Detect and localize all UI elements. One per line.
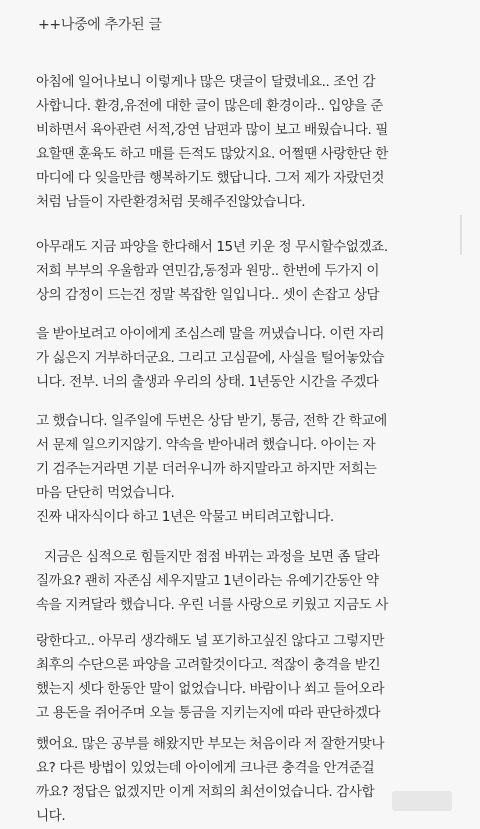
text-line: 랑한다고.. 아무리 생각해도 널 포기하고싶진 않다고 그렇지만 bbox=[36, 633, 385, 649]
paragraph-5 bbox=[36, 545, 464, 617]
text-line: 마음 단단히 먹었습니다. bbox=[36, 485, 175, 501]
text-line: 질까요? 괜히 자존심 세우지말고 1년이라는 유예기간동안 약 bbox=[36, 573, 379, 589]
text-line: 요할땐 훈육도 하고 매를 든적도 많았지요. 어쩔땐 사랑한단 한 bbox=[36, 146, 388, 162]
scroll-edge bbox=[460, 215, 462, 255]
text-line: 아무래도 지금 파양을 한다해서 15년 키운 정 무시할수없겠죠. bbox=[36, 239, 388, 255]
text-line: 최후의 수단으론 파양을 고려할것이다고. 적잖이 충격을 받긴 bbox=[36, 657, 381, 673]
text-line: 을 받아보려고 아이에게 조심스레 말을 꺼냈습니다. 이런 자리 bbox=[36, 326, 385, 342]
paragraph-4 bbox=[36, 409, 464, 529]
text-line: 비하면서 육아관련 서적,강연 남편과 많이 보고 배웠습니다. 필 bbox=[36, 122, 388, 138]
post-header: ++나중에 추가된 글 bbox=[38, 17, 162, 33]
text-line: 사합니다. 환경,유전에 대한 글이 많은데 환경이라.. 입양을 준 bbox=[36, 98, 383, 114]
text-line: 지금은 심적으로 힘들지만 점점 바뀌는 과정을 보면 좀 달라 bbox=[44, 549, 380, 565]
text-line: 니다. bbox=[36, 808, 66, 824]
text-line: 속을 지켜달라 했습니다. 우린 너를 사랑으로 키웠고 지금도 사 bbox=[36, 597, 388, 613]
text-line: 까요? 정답은 없겠지만 이게 저희의 최선이었습니다. 감사합 bbox=[36, 784, 375, 800]
text-line: 서 문제 일으키지않기. 약속을 받아내려 했습니다. 아이는 자 bbox=[36, 437, 376, 453]
text-line: 했어요. 많은 공부를 해왔지만 부모는 처음이라 저 잘한거맞나 bbox=[36, 736, 385, 752]
text-line: 마디에 다 잊을만큼 행복하기도 했답니다. 그저 제가 자랐던것 bbox=[36, 170, 385, 186]
text-line: 처럼 남들이 자란환경처럼 못해주진않았습니다. bbox=[36, 194, 306, 210]
text-line: 고 용돈을 쥐어주며 오늘 통금을 지키는지에 따라 판단하겠다 bbox=[36, 705, 381, 721]
text-line: 가 싫은지 거부하더군요. 그리고 고심끝에, 사실을 털어놓았습 bbox=[36, 350, 385, 366]
text-line: 기 검주는거라면 기분 더러우니까 하지말라고 하지만 저희는 bbox=[36, 461, 377, 477]
paragraph-7 bbox=[36, 732, 464, 828]
paragraph-1 bbox=[36, 70, 464, 214]
text-line: 진짜 내자식이다 하고 1년은 악물고 버티려고합니다. bbox=[36, 509, 334, 525]
text-line: 아침에 일어나보니 이렇게나 많은 댓글이 달렸네요.. 조언 감 bbox=[36, 74, 376, 90]
paragraph-2 bbox=[36, 235, 464, 307]
text-line: 요? 다른 방법이 있었는데 아이에게 크나큰 충격을 안겨준걸 bbox=[36, 760, 375, 776]
paragraph-6 bbox=[36, 629, 464, 725]
text-line: 저희 부부의 우울함과 연민감,동정과 원망.. 한번에 두가지 이 bbox=[36, 263, 380, 279]
watermark-mark bbox=[392, 791, 452, 811]
text-line: 했는지 셋다 한동안 말이 없었습니다. 바람이나 쐬고 들어오라 bbox=[36, 681, 385, 697]
text-line: 니다. 전부. 너의 출생과 우리의 상태. 1년동안 시간을 주겠다 bbox=[36, 374, 379, 390]
paragraph-3 bbox=[36, 322, 464, 394]
text-line: 상의 감정이 드는건 정말 복잡한 일입니다.. 셋이 손잡고 상담 bbox=[36, 287, 380, 303]
text-line: 고 했습니다. 일주일에 두번은 상담 받기, 통금, 전학 간 학교에 bbox=[36, 413, 387, 429]
